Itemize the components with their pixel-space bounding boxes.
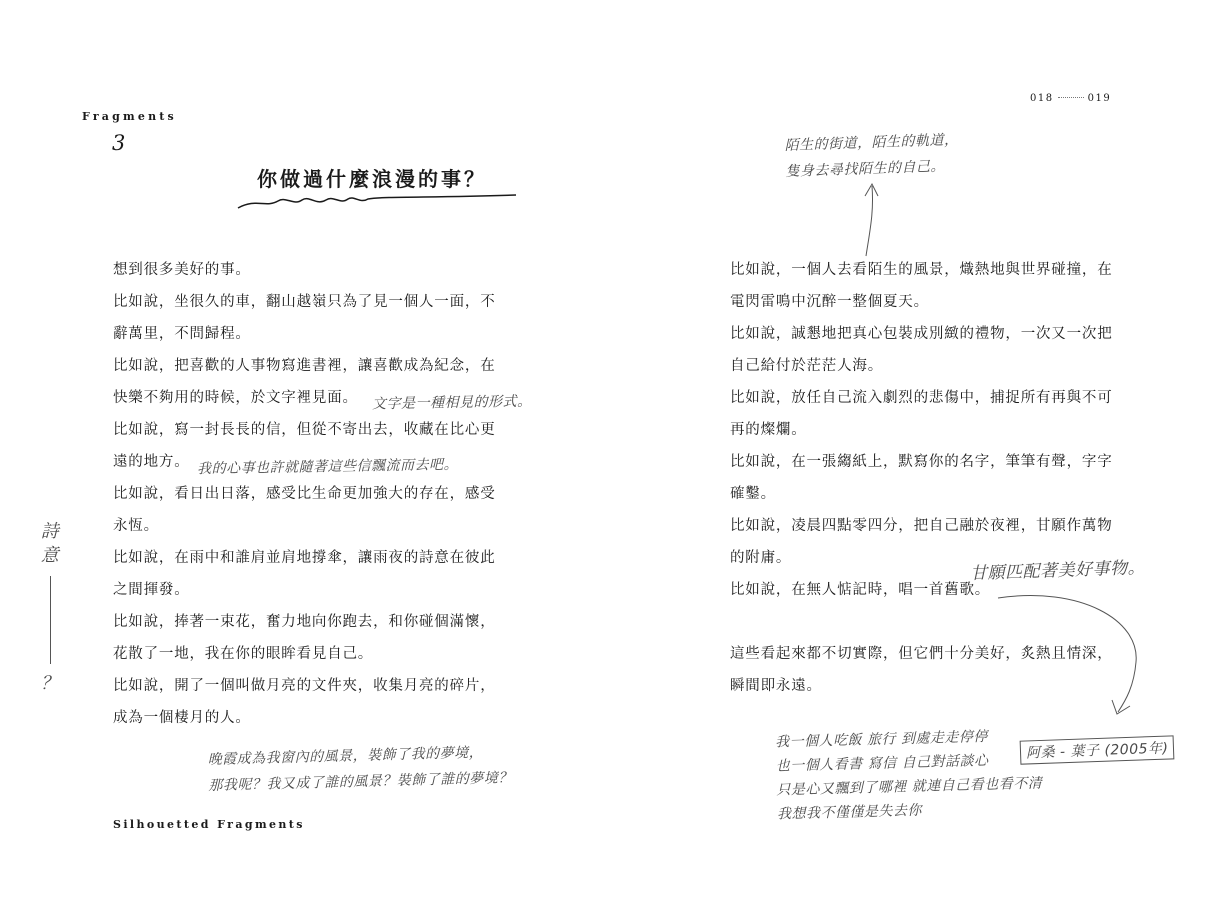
handwritten-song-credit: 阿桑 - 葉子 (2005年) (1020, 735, 1175, 764)
left-line: 比如說，坐很久的車，翻山越嶺只為了見一個人一面，不 (113, 294, 496, 310)
right-line: 比如說，在一張縐紙上，默寫你的名字，筆筆有聲，字字 (730, 454, 1113, 470)
series-label: Fragments (82, 110, 177, 123)
right-line: 自己給付於茫茫人海。 (730, 358, 883, 374)
left-line: 比如說，在雨中和誰肩並肩地撐傘，讓雨夜的詩意在彼此 (113, 550, 496, 566)
chapter-title: 你做過什麼浪漫的事？ (257, 167, 487, 191)
handwritten-char: ？ (40, 673, 60, 694)
handwritten-line: 那我呢？我又成了誰的風景？裝飾了誰的夢境？ (208, 770, 513, 794)
handwritten-line: 隻身去尋找陌生的自己。 (785, 158, 946, 181)
chapter-number: 3 (112, 131, 126, 155)
handwritten-line: 陌生的街道，陌生的軌道， (784, 131, 959, 155)
left-line: 比如說，寫一封長長的信，但從不寄出去，收藏在比心更 (113, 422, 496, 438)
handwritten-line: 我一個人吃飯 旅行 到處走走停停 (774, 728, 989, 751)
left-line: 之間揮發。 (113, 582, 190, 598)
left-line: 遠的地方。 (113, 454, 190, 470)
right-line: 比如說，在無人惦記時，唱一首舊歌。 (730, 582, 991, 598)
handwritten-char: 意 (40, 545, 60, 566)
right-line: 比如說，凌晨四點零四分，把自己融於夜裡，甘願作萬物 (730, 518, 1113, 534)
left-line: 永恆。 (113, 518, 159, 534)
left-line: 比如說，看日出日落，感受比生命更加強大的存在，感受 (113, 486, 496, 502)
left-line: 辭萬里，不問歸程。 (113, 326, 251, 342)
left-line: 比如說，把喜歡的人事物寫進書裡，讓喜歡成為紀念，在 (113, 358, 496, 374)
page-number-left: 018 (1030, 93, 1054, 104)
handwritten-line: 也一個人看書 寫信 自己對話談心 (775, 752, 989, 775)
footer-series-title: Silhouetted Fragments (113, 818, 305, 831)
page-number-right: 019 (1087, 93, 1112, 104)
left-line: 快樂不夠用的時候，於文字裡見面。 (113, 390, 358, 406)
right-line: 確鑿。 (730, 486, 776, 502)
left-line: 比如說，開了一個叫做月亮的文件夾，收集月亮的碎片， (113, 678, 496, 694)
handwritten-line: 晚霞成為我窗內的風景，裝飾了我的夢境， (207, 744, 484, 768)
arrow-curve-line (998, 596, 1136, 712)
right-line: 比如說，一個人去看陌生的風景，熾熱地與世界碰撞，在 (730, 262, 1113, 278)
handwritten-line: 只是心又飄到了哪裡 就連自己看也看不清 (776, 775, 1043, 799)
handwritten-char: 詩 (40, 521, 60, 542)
handwritten-note-right-middle: 甘願匹配著美好事物。 (969, 557, 1146, 585)
handwritten-note-inline-2: 我的心事也許就隨著這些信飄流而去吧。 (196, 456, 459, 478)
arrow-up-line (866, 186, 873, 256)
right-line: 的附庸。 (730, 550, 792, 566)
arrow-up-head (865, 184, 878, 196)
right-line: 再的燦爛。 (730, 422, 807, 438)
right-line: 電閃雷鳴中沉醉一整個夏天。 (730, 294, 929, 310)
right-line: 比如說，放任自己流入劇烈的悲傷中，捕捉所有再與不可 (730, 390, 1113, 406)
closing-line: 瞬間即永遠。 (730, 678, 822, 694)
handwritten-line: 我想我不僅僅是失去你 (776, 802, 923, 823)
handwritten-note-inline-1: 文字是一種相見的形式。 (371, 393, 532, 413)
left-line: 比如說，捧著一束花，奮力地向你跑去，和你碰個滿懷， (113, 614, 496, 630)
left-line: 想到很多美好的事。 (113, 262, 251, 278)
closing-line: 這些看起來都不切實際，但它們十分美好，炙熱且情深， (730, 646, 1113, 662)
left-line: 花散了一地，我在你的眼眸看見自己。 (113, 646, 374, 662)
right-line: 比如說，誠懇地把真心包裝成別緻的禮物，一次又一次把 (730, 326, 1113, 342)
left-line: 成為一個棲月的人。 (113, 710, 251, 726)
